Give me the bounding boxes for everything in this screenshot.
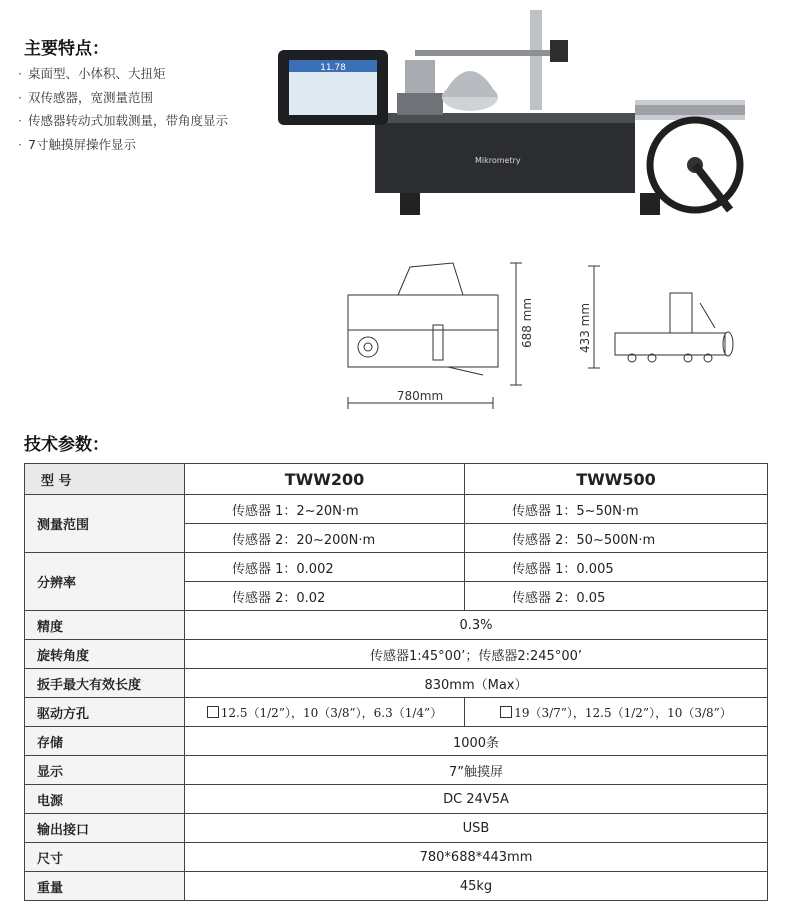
resolution-b2: 传感器 2：0.05 bbox=[465, 582, 768, 611]
output-value: USB bbox=[185, 814, 768, 843]
feature-item: · 双传感器，宽测量范围 bbox=[18, 89, 154, 105]
weight-value: 45kg bbox=[185, 872, 768, 901]
table-row bbox=[25, 669, 768, 698]
dimension-drawing-side bbox=[338, 255, 538, 415]
size-label: 尺寸 bbox=[25, 843, 185, 872]
header-model-a: TWW200 bbox=[185, 464, 465, 495]
feature-item: · 7寸触摸屏操作显示 bbox=[18, 136, 136, 152]
accuracy-label: 精度 bbox=[25, 611, 185, 640]
range-b1: 传感器 1：5~50N·m bbox=[465, 495, 768, 524]
power-label: 电源 bbox=[25, 785, 185, 814]
square-drive-icon bbox=[500, 706, 512, 718]
range-b2: 传感器 2：50~500N·m bbox=[465, 524, 768, 553]
table-row bbox=[25, 814, 768, 843]
drive-b: 19（3/7”），12.5（1/2”），10（3/8”） bbox=[465, 698, 768, 727]
storage-label: 存储 bbox=[25, 727, 185, 756]
table-row bbox=[25, 464, 768, 495]
resolution-a2: 传感器 2：0.02 bbox=[185, 582, 465, 611]
feature-item: · 桌面型、小体积、大扭矩 bbox=[18, 66, 166, 81]
output-label: 输出接口 bbox=[25, 814, 185, 843]
spec-table bbox=[24, 463, 768, 901]
dimension-depth-label: 433 mm bbox=[578, 302, 592, 354]
range-a2: 传感器 2：20~200N·m bbox=[185, 524, 465, 553]
drive-label: 驱动方孔 bbox=[25, 698, 185, 727]
features-title: 主要特点： bbox=[24, 39, 109, 59]
table-row bbox=[25, 495, 768, 524]
dimension-drawing-front bbox=[580, 258, 740, 378]
square-drive-icon bbox=[207, 706, 219, 718]
table-row bbox=[25, 698, 768, 727]
feature-item: · 传感器转动式加载测量，带角度显示 bbox=[18, 113, 229, 128]
storage-value: 1000条 bbox=[185, 727, 768, 756]
weight-label: 重量 bbox=[25, 872, 185, 901]
specs-title: 技术参数： bbox=[24, 435, 109, 455]
features-list bbox=[18, 62, 228, 156]
table-row bbox=[25, 756, 768, 785]
display-value: 7”触摸屏 bbox=[185, 756, 768, 785]
dimension-width-label: 780mm bbox=[396, 389, 444, 403]
dimension-height-label: 688 mm bbox=[520, 297, 534, 349]
rotation-label: 旋转角度 bbox=[25, 640, 185, 669]
table-row bbox=[25, 843, 768, 872]
table-row bbox=[25, 872, 768, 901]
product-photo bbox=[275, 5, 775, 235]
range-label: 测量范围 bbox=[25, 495, 185, 553]
header-model-b: TWW500 bbox=[465, 464, 768, 495]
range-a1: 传感器 1：2~20N·m bbox=[185, 495, 465, 524]
resolution-label: 分辨率 bbox=[25, 553, 185, 611]
table-row bbox=[25, 785, 768, 814]
header-model-label: 型 号 bbox=[25, 464, 185, 495]
table-row bbox=[25, 640, 768, 669]
accuracy-value: 0.3% bbox=[185, 611, 768, 640]
table-row bbox=[25, 611, 768, 640]
wrench-length-label: 扳手最大有效长度 bbox=[25, 669, 185, 698]
brand-label: Mikrometry bbox=[475, 156, 521, 165]
drive-a: 12.5（1/2”），10（3/8”），6.3（1/4”） bbox=[185, 698, 465, 727]
rotation-value: 传感器1:45°00’；传感器2:245°00’ bbox=[185, 640, 768, 669]
screen-value: 11.78 bbox=[320, 63, 346, 73]
table-row bbox=[25, 727, 768, 756]
table-row bbox=[25, 553, 768, 582]
resolution-a1: 传感器 1：0.002 bbox=[185, 553, 465, 582]
resolution-b1: 传感器 1：0.005 bbox=[465, 553, 768, 582]
wrench-length-value: 830mm（Max） bbox=[185, 669, 768, 698]
power-value: DC 24V5A bbox=[185, 785, 768, 814]
size-value: 780*688*443mm bbox=[185, 843, 768, 872]
display-label: 显示 bbox=[25, 756, 185, 785]
